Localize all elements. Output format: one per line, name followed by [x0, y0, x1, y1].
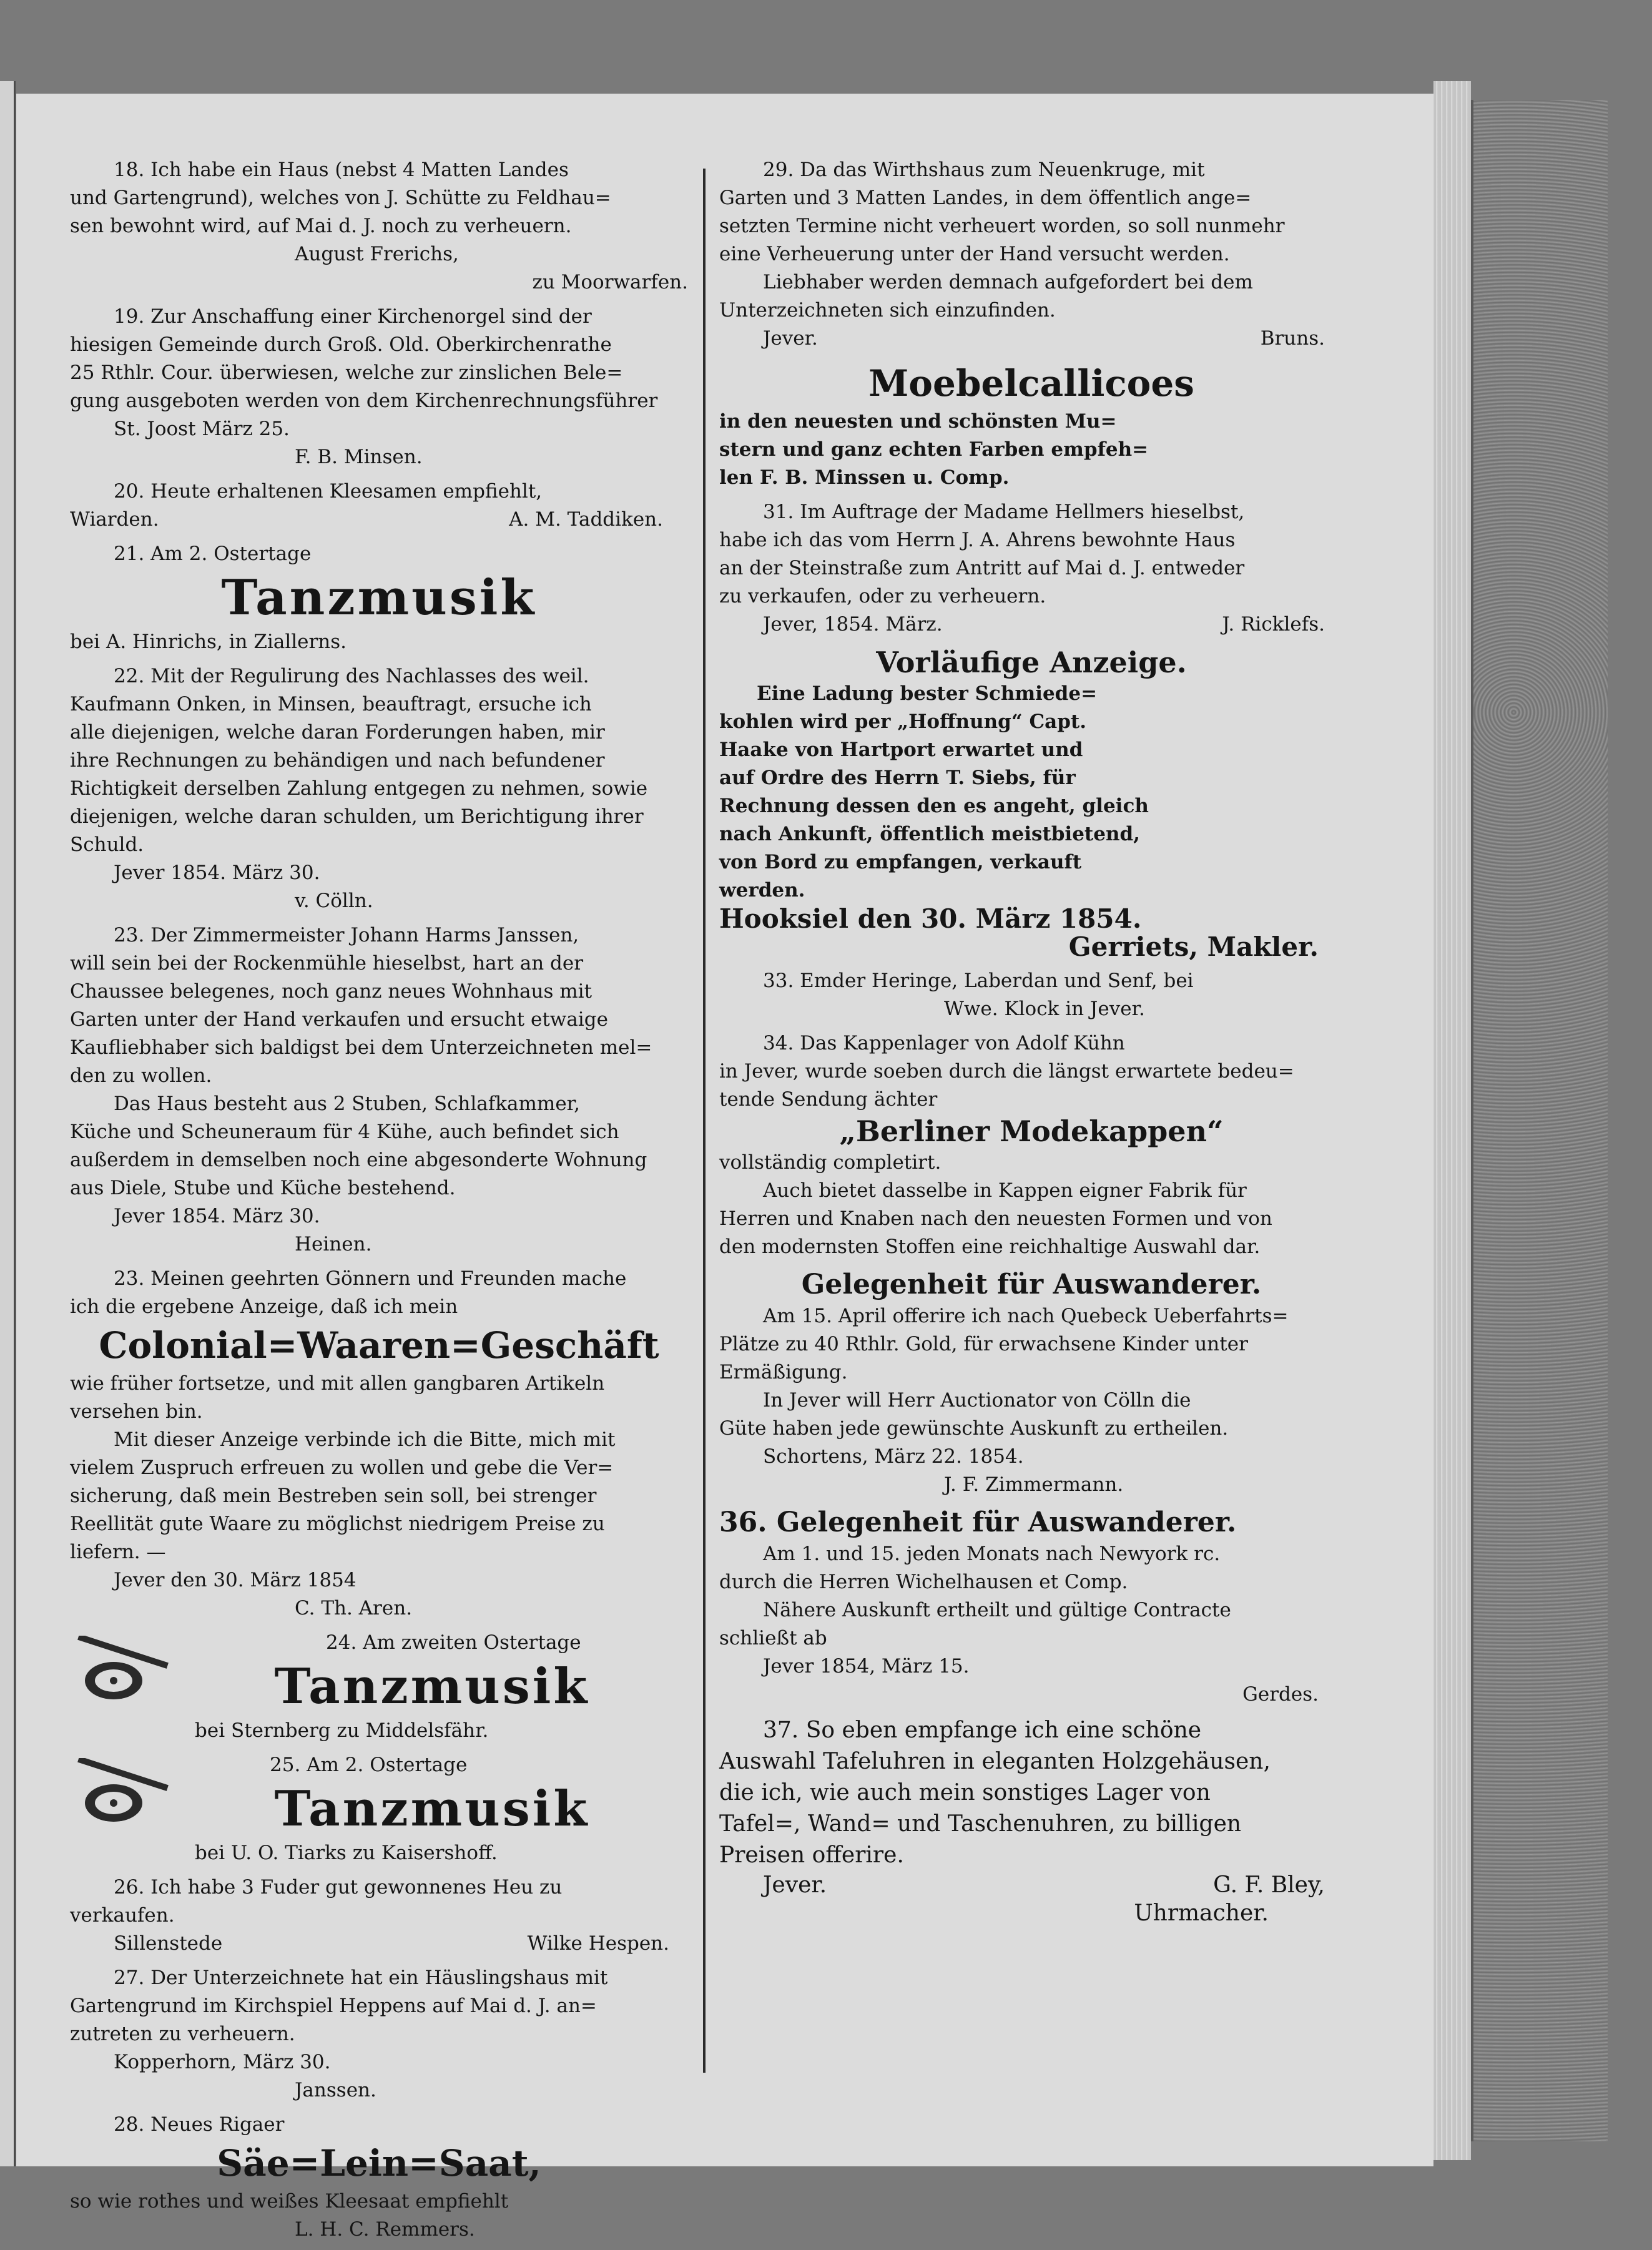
ad-text-line: nach Ankunft, öffentlich meistbietend,	[719, 823, 1140, 845]
ad-heading-saat: Säe=Lein=Saat,	[217, 2142, 541, 2184]
ad-text-line: 23. Meinen geehrten Gönnern und Freunden mache	[114, 1267, 627, 1290]
ad-text-line: auf Ordre des Herrn T. Siebs, für	[719, 767, 1076, 789]
ad-text-line: 23. Der Zimmermeister Johann Harms Janssen,	[114, 924, 579, 946]
ad-text-line: alle diejenigen, welche daran Forderungen haben, mir	[70, 721, 605, 744]
ad-text-line: Richtigkeit derselben Zahlung entgegen zu nehmen, sowie	[70, 777, 648, 800]
ad-text-line: Kaufmann Onken, in Minsen, beauftragt, ersuche ich	[70, 693, 592, 715]
ad-place: zu Moorwarfen.	[532, 271, 688, 293]
ad-text-line: gung ausgeboten werden von dem Kirchenrechnungsführer	[70, 390, 658, 412]
ad-text-line: 18. Ich habe ein Haus (nebst 4 Matten Landes	[114, 159, 569, 181]
ad-text-line: ich die ergebene Anzeige, daß ich mein	[70, 1295, 458, 1318]
ad-text-line: habe ich das vom Herrn J. A. Ahrens bewohnte Haus	[719, 529, 1236, 551]
ad-text-line: Am 15. April offerire ich nach Quebeck Ueberfahrts=	[763, 1305, 1289, 1327]
ad-text-line: Mit dieser Anzeige verbinde ich die Bitte, mich mit	[114, 1428, 616, 1451]
ad-34	[719, 1029, 1344, 1261]
ad-text-line: und Gartengrund), welches von J. Schütte zu Feldhau=	[70, 187, 611, 209]
ad-text-line: in Jever, wurde soeben durch die längst erwartete bedeu=	[719, 1060, 1294, 1083]
ad-text-line: diejenigen, welche daran schulden, um Berichtigung ihrer	[70, 805, 644, 828]
ad-detail: bei A. Hinrichs, in Ziallerns.	[70, 631, 347, 653]
ad-text-line: tende Sendung ächter	[719, 1088, 938, 1111]
ad-text-line: sen bewohnt wird, auf Mai d. J. noch zu verheuern.	[70, 215, 572, 237]
newspaper-page	[16, 94, 1433, 2241]
ad-text-line: zutreten zu verheuern.	[70, 2023, 295, 2045]
ad-text-line: Gartengrund im Kirchspiel Heppens auf Mai d. J. an=	[70, 1995, 597, 2017]
ad-text-line: schließt ab	[719, 1627, 827, 1649]
ad-text-line: aus Diele, Stube und Küche bestehend.	[70, 1177, 456, 1199]
ad-text-line: Liebhaber werden demnach aufgefordert bei dem	[763, 271, 1253, 293]
ad-text-line: den zu wollen.	[70, 1064, 212, 1087]
ad-date: Jever 1854. März 30.	[114, 862, 320, 884]
ad-text-line: len F. B. Minssen u. Comp.	[719, 466, 1010, 489]
ad-text-line: In Jever will Herr Auctionator von Cölln die	[763, 1389, 1191, 1412]
ad-signature: Wilke Hespen.	[527, 1932, 669, 1955]
ad-text-line: Garten und 3 Matten Landes, in dem öffentlich ange=	[719, 187, 1252, 209]
ad-text-line: Reellität gute Waare zu möglichst niedrigem Preise zu	[70, 1513, 605, 1535]
ad-text-line: 25. Am 2. Ostertage	[270, 1754, 468, 1776]
ad-24	[70, 1629, 688, 1745]
ad-signature: August Frerichs,	[295, 243, 459, 265]
ad-text-line: Küche und Scheuneraum für 4 Kühe, auch befindet sich	[70, 1121, 619, 1143]
ad-text-line: 31. Im Auftrage der Madame Hellmers hieselbst,	[763, 501, 1245, 523]
ad-place: Sillenstede	[114, 1932, 223, 1955]
ad-signature: C. Th. Aren.	[295, 1597, 413, 1619]
ad-text-line: 33. Emder Heringe, Laberdan und Senf, bei	[763, 970, 1194, 992]
ad-text-line: Güte haben jede gewünschte Auskunft zu ertheilen.	[719, 1417, 1229, 1440]
ad-text-line: ihre Rechnungen zu behändigen und nach befundener	[70, 749, 605, 772]
ad-heading-auswanderer: 36. Gelegenheit für Auswanderer.	[719, 1506, 1237, 1538]
ad-signature: L. H. C. Remmers.	[295, 2218, 475, 2241]
ad-text-line: 27. Der Unterzeichnete hat ein Häuslingshaus mit	[114, 1967, 608, 1989]
violin-icon	[70, 1758, 176, 1833]
ad-text-line: Preisen offerire.	[719, 1842, 904, 1868]
ad-heading-moebel: Moebelcallicoes	[868, 362, 1194, 405]
ad-text-line: Haake von Hartport erwartet und	[719, 739, 1083, 761]
ad-detail: bei Sternberg zu Middelsfähr.	[195, 1719, 489, 1742]
ad-text-line: den modernsten Stoffen eine reichhaltige Auswahl dar.	[719, 1236, 1261, 1258]
ad-25	[70, 1751, 688, 1867]
ad-date: Hooksiel den 30. März 1854.	[719, 903, 1142, 934]
ad-text-line: Plätze zu 40 Rthlr. Gold, für erwachsene Kinder unter	[719, 1333, 1248, 1355]
ad-date: Jever den 30. März 1854	[114, 1569, 356, 1591]
ad-signature: A. M. Taddiken.	[509, 508, 663, 531]
ad-detail: bei U. O. Tiarks zu Kaisershoff.	[195, 1842, 498, 1864]
ad-signature: J. F. Zimmermann.	[944, 1473, 1124, 1496]
ad-text-line: 25 Rthlr. Cour. überwiesen, welche zur zinslichen Bele=	[70, 361, 623, 384]
ad-text-line: 20. Heute erhaltenen Kleesamen empfiehlt,	[114, 480, 543, 503]
ad-signature: G. F. Bley,	[1213, 1872, 1325, 1898]
ad-26	[70, 1874, 688, 1958]
ad-text-line: Garten unter der Hand verkaufen und ersucht etwaige	[70, 1008, 608, 1031]
ad-text-line: an der Steinstraße zum Antritt auf Mai d. J. entweder	[719, 557, 1245, 579]
ad-19	[70, 303, 688, 471]
ad-text-line: außerdem in demselben noch eine abgesonderte Wohnung	[70, 1149, 647, 1171]
ad-text-line: Kaufliebhaber sich baldigst bei dem Unterzeichneten mel=	[70, 1036, 652, 1059]
ad-text-line: sicherung, daß mein Bestreben sein soll, bei strenger	[70, 1485, 597, 1507]
ad-33	[719, 967, 1344, 1023]
ad-text-line: Auch bietet dasselbe in Kappen eigner Fabrik für	[763, 1179, 1247, 1202]
ad-text-line: eine Verheuerung unter der Hand versucht werden.	[719, 243, 1230, 265]
ad-detail: so wie rothes und weißes Kleesaat empfiehlt	[70, 2190, 509, 2213]
ad-text-line: 21. Am 2. Ostertage	[114, 543, 312, 565]
ad-text-line: liefern. —	[70, 1541, 166, 1563]
ad-date: St. Joost März 25.	[114, 418, 290, 440]
ad-signature: Gerdes.	[1242, 1683, 1319, 1706]
ad-signature: v. Cölln.	[295, 890, 373, 912]
ad-signature: Wwe. Klock in Jever.	[944, 998, 1145, 1020]
ad-signature: Gerriets, Makler.	[1068, 931, 1319, 962]
right-column	[719, 156, 1344, 1933]
ad-text-line: 19. Zur Anschaffung einer Kirchenorgel sind der	[114, 305, 592, 328]
ad-32	[719, 645, 1344, 961]
ad-signature: Heinen.	[295, 1233, 372, 1255]
ad-signature: F. B. Minsen.	[295, 446, 423, 468]
ad-text-line: Ermäßigung.	[719, 1361, 848, 1383]
left-page-edge	[0, 81, 16, 2166]
ad-text-line: Tafel=, Wand= und Taschenuhren, zu billigen	[719, 1811, 1242, 1837]
ad-23a	[70, 921, 688, 1259]
ad-date: Jever 1854, März 15.	[763, 1655, 970, 1678]
ad-signature: J. Ricklefs.	[1222, 613, 1325, 636]
ad-28	[70, 2111, 688, 2244]
ad-text-line: 34. Das Kappenlager von Adolf Kühn	[763, 1032, 1125, 1054]
ad-30	[719, 359, 1344, 492]
ad-text-line: werden.	[719, 879, 805, 901]
ad-title: Uhrmacher.	[1134, 1900, 1269, 1926]
ad-text-line: Eine Ladung bester Schmiede=	[757, 682, 1098, 705]
ad-text-line: hiesigen Gemeinde durch Groß. Old. Oberkirchenrathe	[70, 333, 612, 356]
ad-text-line: vielem Zuspruch erfreuen zu wollen und gebe die Ver=	[70, 1457, 614, 1479]
ad-text-line: die ich, wie auch mein sonstiges Lager von	[719, 1780, 1211, 1805]
ad-36	[719, 1505, 1344, 1709]
ad-text-line: zu verkaufen, oder zu verheuern.	[719, 585, 1046, 607]
ad-21	[70, 540, 688, 656]
left-column	[70, 156, 688, 2250]
ad-heading-tanzmusik: Tanzmusik	[274, 1781, 590, 1837]
ad-29	[719, 156, 1344, 353]
ad-20	[70, 478, 688, 534]
ad-text-line: durch die Herren Wichelhausen et Comp.	[719, 1571, 1128, 1593]
ad-text-line: versehen bin.	[70, 1400, 203, 1423]
ad-text-line: 29. Da das Wirthshaus zum Neuenkruge, mit	[763, 159, 1205, 181]
ad-22	[70, 662, 688, 915]
ad-heading-auswanderer: Gelegenheit für Auswanderer.	[801, 1269, 1262, 1300]
ad-text-line: 24. Am zweiten Ostertage	[326, 1631, 581, 1654]
ad-text-line: Herren und Knaben nach den neuesten Formen und von	[719, 1207, 1272, 1230]
ad-date: Jever, 1854. März.	[763, 613, 943, 636]
ad-text-line: 37. So eben empfange ich eine schöne	[763, 1717, 1202, 1743]
ad-text-line: Am 1. und 15. jeden Monats nach Newyork rc.	[763, 1543, 1221, 1565]
ad-date: Kopperhorn, März 30.	[114, 2051, 331, 2073]
ad-text-line: Rechnung dessen den es angeht, gleich	[719, 795, 1149, 817]
ad-18	[70, 156, 688, 297]
page-stack-edge	[1433, 81, 1471, 2160]
ad-place: Jever.	[763, 1872, 827, 1898]
ad-text-line: verkaufen.	[70, 1904, 175, 1927]
ad-text-line: kohlen wird per „Hoffnung“ Capt.	[719, 710, 1087, 733]
ad-text-line: setzten Termine nicht verheuert worden, so soll nunmehr	[719, 215, 1285, 237]
ad-text-line: wie früher fortsetze, und mit allen gangbaren Artikeln	[70, 1372, 605, 1395]
ad-text-line: 22. Mit der Regulirung des Nachlasses des weil.	[114, 665, 589, 687]
ad-35	[719, 1267, 1344, 1499]
ad-text-line: Das Haus besteht aus 2 Stuben, Schlafkammer,	[114, 1093, 580, 1115]
ad-text-line: von Bord zu empfangen, verkauft	[719, 851, 1082, 873]
column-rule	[703, 169, 706, 2073]
ad-heading-colonial: Colonial=Waaren=Geschäft	[99, 1324, 659, 1367]
ad-text-line: Auswahl Tafeluhren in eleganten Holzgehäusen,	[719, 1749, 1271, 1774]
book-cover	[1471, 100, 1608, 2141]
ad-text-line: vollständig completirt.	[719, 1151, 942, 1174]
ad-text-line: 26. Ich habe 3 Fuder gut gewonnenes Heu zu	[114, 1876, 563, 1899]
ad-text-line: stern und ganz echten Farben empfeh=	[719, 438, 1149, 461]
ad-signature: Janssen.	[295, 2079, 376, 2101]
ad-text-line: Nähere Auskunft ertheilt und gültige Contracte	[763, 1599, 1231, 1621]
ad-date: Jever 1854. März 30.	[114, 1205, 320, 1227]
ad-place: Wiarden.	[70, 508, 159, 531]
ad-heading-modekappen: „Berliner Modekappen“	[839, 1114, 1224, 1148]
ad-37	[719, 1715, 1344, 1927]
ad-23b	[70, 1265, 688, 1623]
ad-heading-tanzmusik: Tanzmusik	[274, 1658, 590, 1715]
ad-place: Jever.	[763, 327, 818, 350]
ad-text-line: 28. Neues Rigaer	[114, 2113, 285, 2136]
ad-text-line: Chaussee belegenes, noch ganz neues Wohnhaus mit	[70, 980, 592, 1003]
ad-signature: Bruns.	[1260, 327, 1325, 350]
ad-31	[719, 498, 1344, 639]
ad-text-line: Schuld.	[70, 833, 144, 856]
ad-heading-tanzmusik: Tanzmusik	[221, 569, 537, 626]
violin-icon	[70, 1636, 176, 1711]
ad-text-line: Unterzeichneten sich einzufinden.	[719, 299, 1056, 322]
ad-text-line: will sein bei der Rockenmühle hieselbst, hart an der	[70, 952, 584, 975]
ad-heading-anzeige: Vorläufige Anzeige.	[876, 646, 1187, 679]
ad-text-line: in den neuesten und schönsten Mu=	[719, 410, 1117, 433]
ad-27	[70, 1964, 688, 2105]
ad-date: Schortens, März 22. 1854.	[763, 1445, 1024, 1468]
